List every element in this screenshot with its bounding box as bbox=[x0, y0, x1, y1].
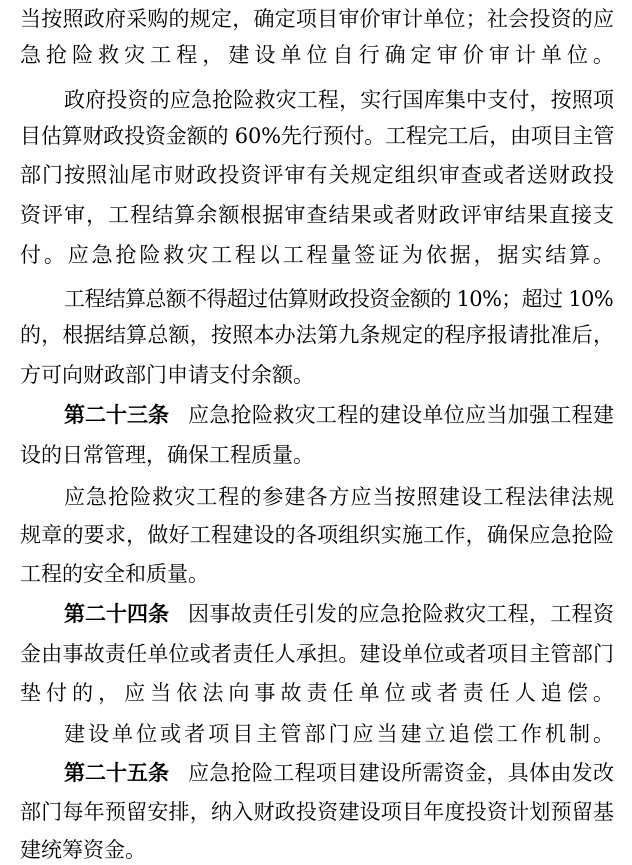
text-line: 的，根据结算总额，按照本办法第九条规定的程序报请批准后， bbox=[20, 323, 615, 347]
text-line: 垫付的，应当依法向事故责任单位或者责任人追偿。 bbox=[20, 681, 620, 705]
text-line: 建设单位或者项目主管部门应当建立追偿工作机制。 bbox=[64, 722, 618, 746]
text-line: 部门每年预留安排，纳入财政投资建设项目年度投资计划预留基 bbox=[20, 800, 615, 824]
article-heading: 第二十三条 bbox=[64, 402, 169, 427]
article-heading: 第二十四条 bbox=[64, 601, 169, 626]
text-line: 付。应急抢险救灾工程以工程量签证为依据，据实结算。 bbox=[20, 243, 617, 267]
text-line: 设的日常管理，确保工程质量。 bbox=[20, 443, 314, 467]
text-line: 资评审，工程结算余额根据审查结果或者财政评审结果直接支 bbox=[20, 203, 616, 227]
text-line: 因事故责任引发的应急抢险救灾工程，工程资 bbox=[188, 602, 615, 626]
text-line: 应急抢险工程项目建设所需资金，具体由发改 bbox=[188, 761, 615, 785]
text-line: 急抢险救灾工程，建设单位自行确定审价审计单位。 bbox=[20, 43, 620, 67]
text-line: 当按照政府采购的规定，确定项目审价审计单位；社会投资的应 bbox=[20, 7, 615, 31]
text-line: 政府投资的应急抢险救灾工程，实行国库集中支付，按照项 bbox=[64, 88, 615, 112]
text-line: 建统筹资金。 bbox=[20, 838, 146, 862]
text-line: 规章的要求，做好工程建设的各项组织实施工作，确保应急抢险 bbox=[20, 523, 615, 547]
text-line: 应急抢险救灾工程的建设单位应当加强工程建 bbox=[188, 403, 615, 427]
text-line: 工程结算总额不得超过估算财政投资金额的 10%；超过 10% bbox=[64, 287, 614, 311]
text-line: 方可向财政部门申请支付余额。 bbox=[20, 363, 314, 387]
text-line: 目估算财政投资金额的 60%先行预付。工程完工后，由项目主管 bbox=[20, 124, 615, 148]
text-line: 工程的安全和质量。 bbox=[20, 562, 209, 586]
article-heading: 第二十五条 bbox=[64, 760, 169, 785]
text-line: 应急抢险救灾工程的参建各方应当按照建设工程法律法规 bbox=[64, 485, 616, 509]
text-line: 金由事故责任单位或者责任人承担。建设单位或者项目主管部门 bbox=[20, 642, 615, 666]
text-line: 部门按照汕尾市财政投资评审有关规定组织审查或者送财政投 bbox=[20, 163, 616, 187]
